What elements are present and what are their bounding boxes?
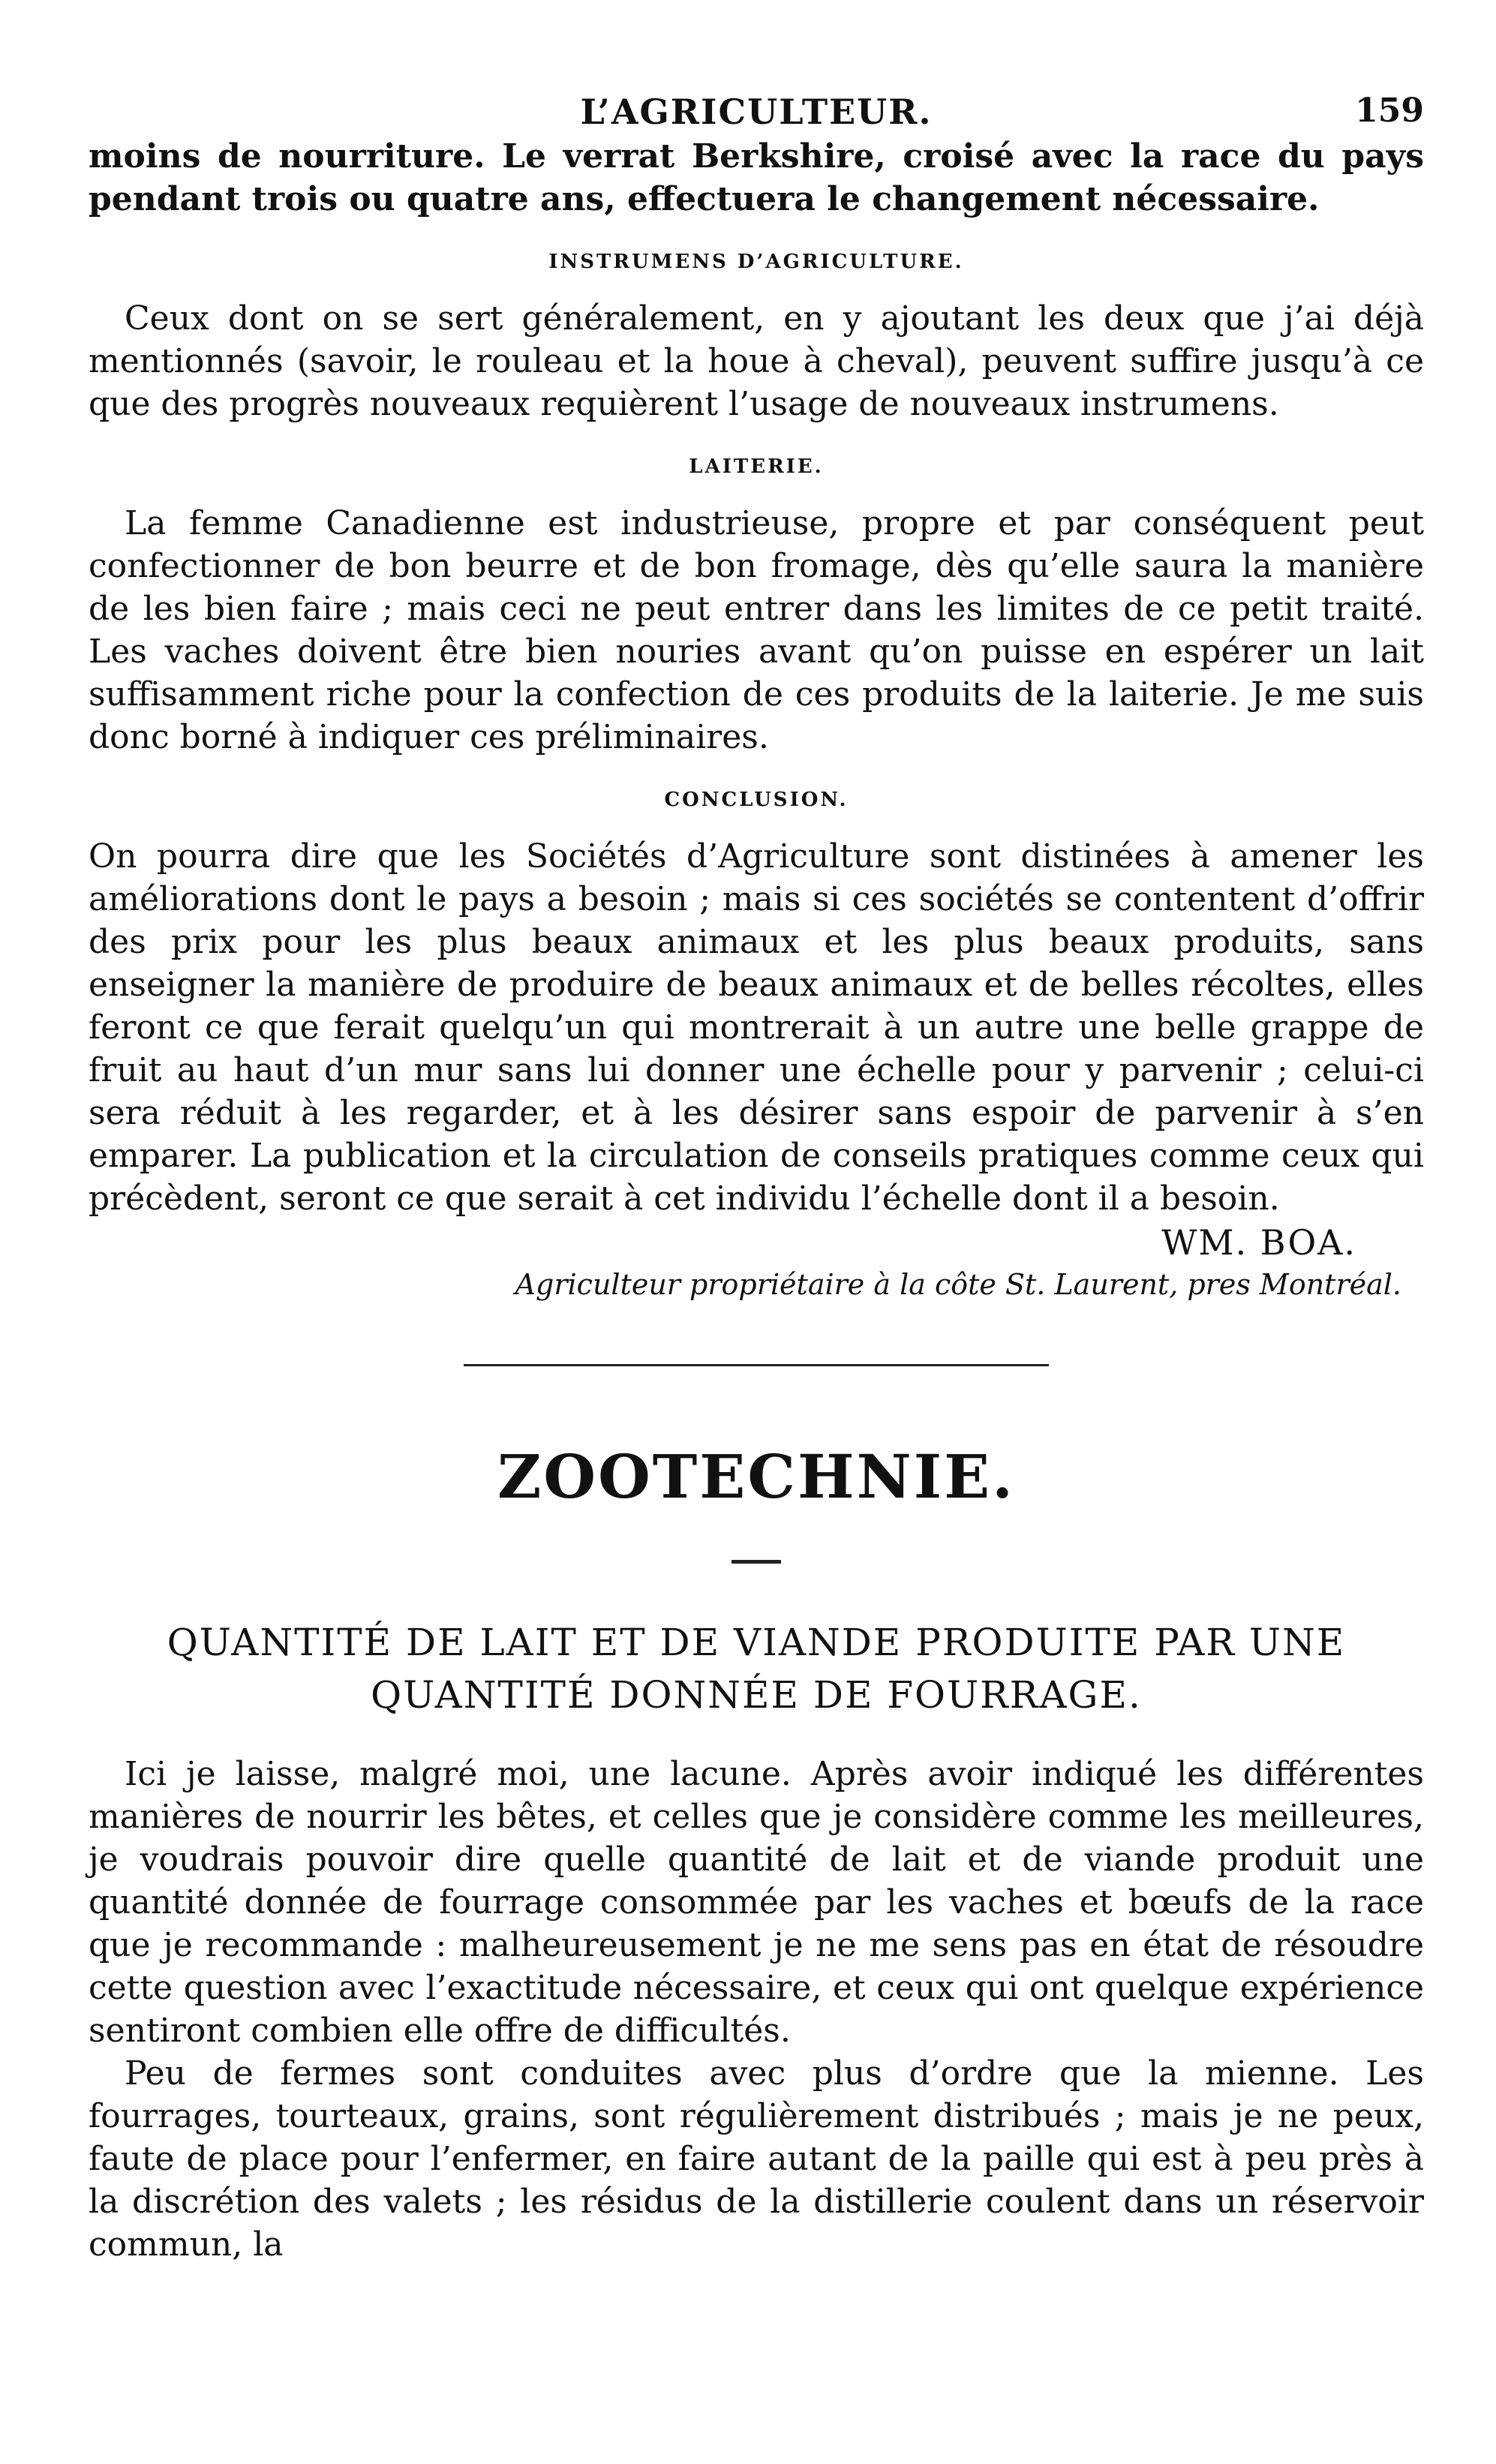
conclusion-heading: CONCLUSION.	[664, 789, 849, 811]
section-divider	[464, 1364, 1049, 1366]
zootechnie-paragraph-1: Ici je laisse, malgré moi, une lacune. Après avoir indiqué les différentes manières de nourrir les bêtes, et celles que je considère comme les meilleures, je voudrais pouvoir dire quelle quantité de lait et de viande produit une quantité donnée de fourrage consommée par les vaches et bœufs de la race que je recommande : malheureusement je ne me sens pas en état de résoudre cette question avec l’exactitude nécessaire, et ceux qui ont quelque expérience sentiront combien elle offre de difficultés.	[89, 1755, 1424, 2050]
section-subtitle-line-1: QUANTITÉ DE LAIT ET DE VIANDE PRODUITE PAR UNE	[167, 1621, 1346, 1664]
page-number: 159	[1355, 92, 1424, 130]
running-title: L’AGRICULTEUR.	[580, 92, 933, 132]
running-header	[89, 83, 1424, 135]
section-subtitle-line-2: QUANTITÉ DONNÉE DE FOURRAGE.	[371, 1673, 1142, 1717]
instruments-heading: INSTRUMENS D’AGRICULTURE.	[548, 251, 964, 273]
opening-paragraph: moins de nourriture. Le verrat Berkshire, croisé avec la race du pays pendant trois ou quatre ans, effectuera le changement nécessaire.	[89, 137, 1424, 218]
instruments-paragraph: Ceux dont on se sert généralement, en y ajoutant les deux que j’ai déjà mentionnés (savoir, le rouleau et la houe à cheval), peuvent suffire jusqu’à ce que des progrès nouveaux requièrent l’usage de nouveaux instrumens.	[89, 299, 1424, 423]
signature: WM. BOA.	[1161, 1222, 1356, 1263]
laiterie-heading: LAITERIE.	[689, 455, 824, 478]
title-rule	[731, 1560, 781, 1564]
signature-subtitle: Agriculteur propriétaire à la côte St. Laurent, pres Montréal.	[515, 1268, 1401, 1301]
laiterie-paragraph: La femme Canadienne est industrieuse, propre et par conséquent peut confectionner de bon beurre et de bon fromage, dès qu’elle saura la manière de les bien faire ; mais ceci ne peut entrer dans les limites de ce petit traité. Les vaches doivent être bien nouries avant qu’on puisse en espérer un lait suffisamment riche pour la confection de ces produits de la laiterie. Je me suis donc borné à indiquer ces préliminaires.	[89, 504, 1424, 756]
zootechnie-paragraph-2: Peu de fermes sont conduites avec plus d’ordre que la mienne. Les fourrages, tourteaux, grains, sont régulièrement distribués ; mais je ne peux, faute de place pour l’enfermer, en faire autant de la paille qui est à peu près à la discrétion des valets ; les résidus de la distillerie coulent dans un réservoir commun, la	[89, 2054, 1424, 2264]
section-subtitle	[89, 1616, 1424, 1721]
document-page	[89, 83, 1424, 2266]
conclusion-paragraph: On pourra dire que les Sociétés d’Agriculture sont distinées à amener les améliorations dont le pays a besoin ; mais si ces sociétés se contentent d’offrir des prix pour les plus beaux animaux et les plus beaux produits, sans enseigner la manière de produire de beaux animaux et de belles récoltes, elles feront ce que ferait quelqu’un qui montrerait à un autre une belle grappe de fruit au haut d’un mur sans lui donner une échelle pour y parvenir ; celui-ci sera réduit à les regarder, et à les désirer sans espoir de parvenir à s’en emparer. La publication et la circulation de conseils pratiques comme ceux qui précèdent, seront ce que serait à cet individu l’échelle dont il a besoin.	[89, 837, 1424, 1218]
section-title: ZOOTECHNIE.	[497, 1441, 1015, 1512]
